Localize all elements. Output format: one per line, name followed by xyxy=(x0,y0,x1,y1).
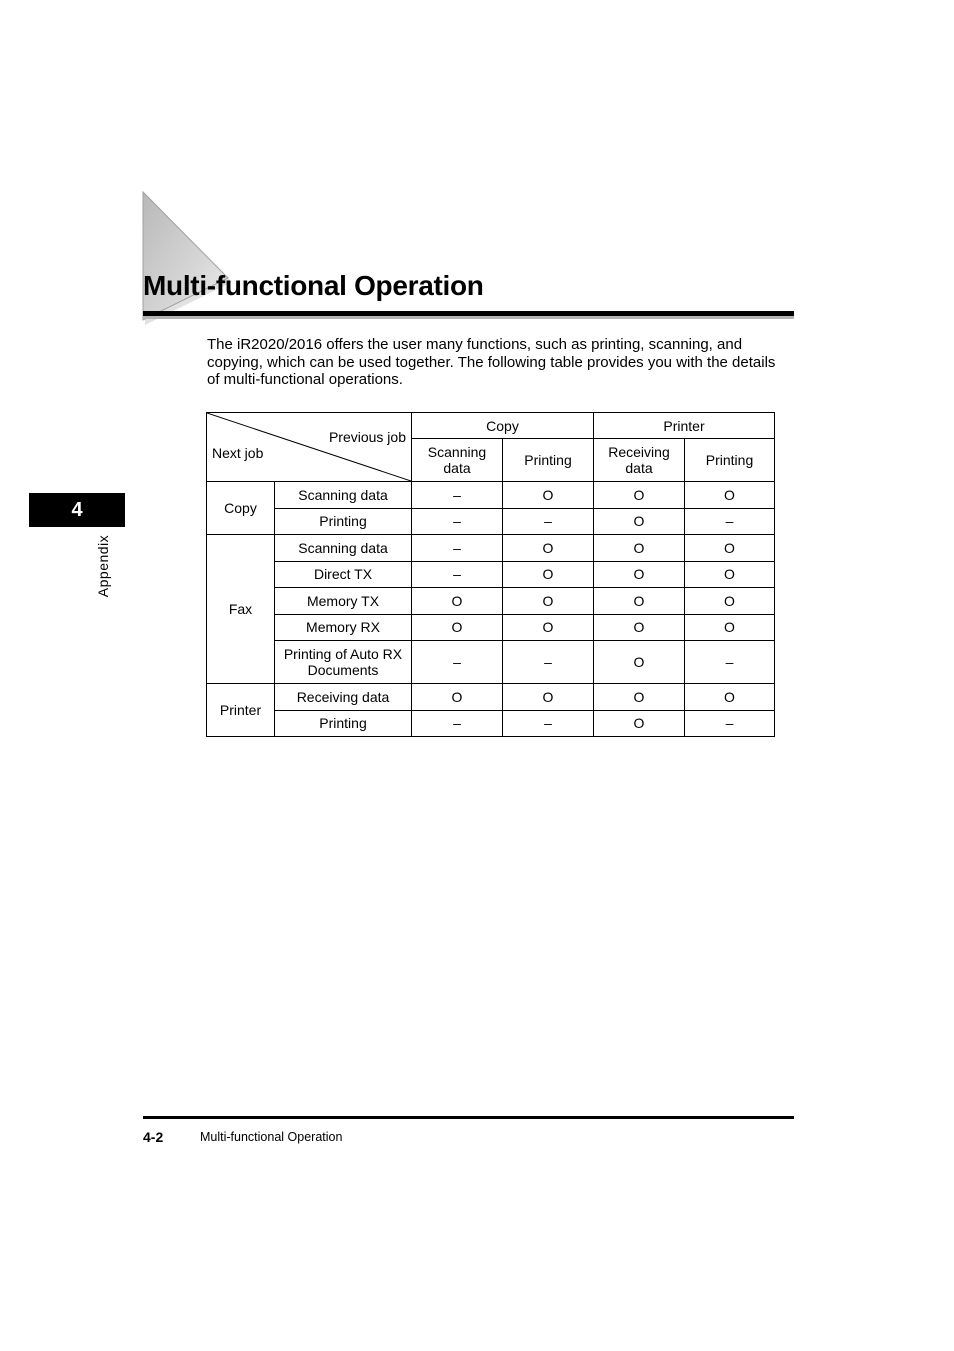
table-row xyxy=(207,482,775,509)
table-corner-header xyxy=(207,413,412,482)
compatibility-cell: O xyxy=(594,535,685,562)
previous-job-label: Previous job xyxy=(328,429,406,445)
compatibility-cell: O xyxy=(594,482,685,509)
compatibility-cell: O xyxy=(412,614,503,641)
compatibility-cell: – xyxy=(412,535,503,562)
multi-function-table xyxy=(206,412,775,737)
compatibility-cell: O xyxy=(594,508,685,535)
compatibility-cell: O xyxy=(503,482,594,509)
compatibility-cell: – xyxy=(503,710,594,737)
compatibility-cell: O xyxy=(594,614,685,641)
compatibility-cell: O xyxy=(412,588,503,615)
compatibility-cell: O xyxy=(412,684,503,711)
next-job-function-scanning-data: Scanning data xyxy=(275,535,412,562)
footer-rule xyxy=(143,1116,794,1119)
prev-sub-printer-printing: Printing xyxy=(685,439,775,482)
compatibility-cell: – xyxy=(412,508,503,535)
compatibility-cell: – xyxy=(685,641,775,684)
compatibility-cell: O xyxy=(685,614,775,641)
next-job-function-printing-of-auto-rx-documents: Printing of Auto RX Documents xyxy=(275,641,412,684)
chapter-triangle-decoration xyxy=(142,190,232,325)
prev-sub-copy-printing: Printing xyxy=(503,439,594,482)
table-row xyxy=(207,561,775,588)
compatibility-cell: O xyxy=(503,588,594,615)
compatibility-cell: O xyxy=(594,710,685,737)
next-job-function-printing: Printing xyxy=(275,710,412,737)
next-job-function-direct-tx: Direct TX xyxy=(275,561,412,588)
chapter-label: Appendix xyxy=(95,534,111,598)
compatibility-cell: O xyxy=(503,684,594,711)
intro-paragraph: The iR2020/2016 offers the user many functions, such as printing, scanning, and copying, which can be used together. The following table provides you with the details of multi-functional operations. xyxy=(207,336,776,388)
footer-page-number: 4-2 xyxy=(143,1129,164,1145)
next-job-function-memory-tx: Memory TX xyxy=(275,588,412,615)
next-job-function-memory-rx: Memory RX xyxy=(275,614,412,641)
prev-sub-printer-receiving: Receiving data xyxy=(594,439,685,482)
next-job-function-printing: Printing xyxy=(275,508,412,535)
next-job-function-scanning-data: Scanning data xyxy=(275,482,412,509)
next-job-group-fax: Fax xyxy=(207,535,275,684)
next-job-group-copy: Copy xyxy=(207,482,275,535)
compatibility-cell: O xyxy=(594,641,685,684)
prev-group-printer: Printer xyxy=(594,413,775,439)
compatibility-cell: O xyxy=(685,588,775,615)
compatibility-cell: – xyxy=(412,710,503,737)
compatibility-cell: O xyxy=(685,561,775,588)
compatibility-cell: – xyxy=(503,508,594,535)
compatibility-cell: – xyxy=(685,710,775,737)
table-row xyxy=(207,641,775,684)
table-row xyxy=(207,588,775,615)
prev-group-copy: Copy xyxy=(412,413,594,439)
compatibility-cell: – xyxy=(412,641,503,684)
compatibility-cell: O xyxy=(685,482,775,509)
compatibility-cell: O xyxy=(685,684,775,711)
compatibility-cell: – xyxy=(685,508,775,535)
next-job-label: Next job xyxy=(212,445,264,461)
compatibility-cell: – xyxy=(412,482,503,509)
next-job-function-receiving-data: Receiving data xyxy=(275,684,412,711)
title-rule-shadow xyxy=(143,316,794,319)
page-title: Multi-functional Operation xyxy=(143,270,484,301)
compatibility-cell: – xyxy=(503,641,594,684)
table-row xyxy=(207,614,775,641)
compatibility-cell: O xyxy=(594,684,685,711)
table-row xyxy=(207,684,775,711)
compatibility-cell: O xyxy=(594,561,685,588)
compatibility-cell: – xyxy=(412,561,503,588)
prev-sub-copy-scanning: Scanning data xyxy=(412,439,503,482)
compatibility-cell: O xyxy=(503,535,594,562)
next-job-group-printer: Printer xyxy=(207,684,275,737)
compatibility-cell: O xyxy=(503,561,594,588)
footer-section-title: Multi-functional Operation xyxy=(200,1130,343,1144)
compatibility-cell: O xyxy=(594,588,685,615)
table-row xyxy=(207,535,775,562)
chapter-number-tab: 4 xyxy=(29,493,125,527)
compatibility-cell: O xyxy=(685,535,775,562)
table-row xyxy=(207,508,775,535)
compatibility-cell: O xyxy=(503,614,594,641)
table-row xyxy=(207,710,775,737)
